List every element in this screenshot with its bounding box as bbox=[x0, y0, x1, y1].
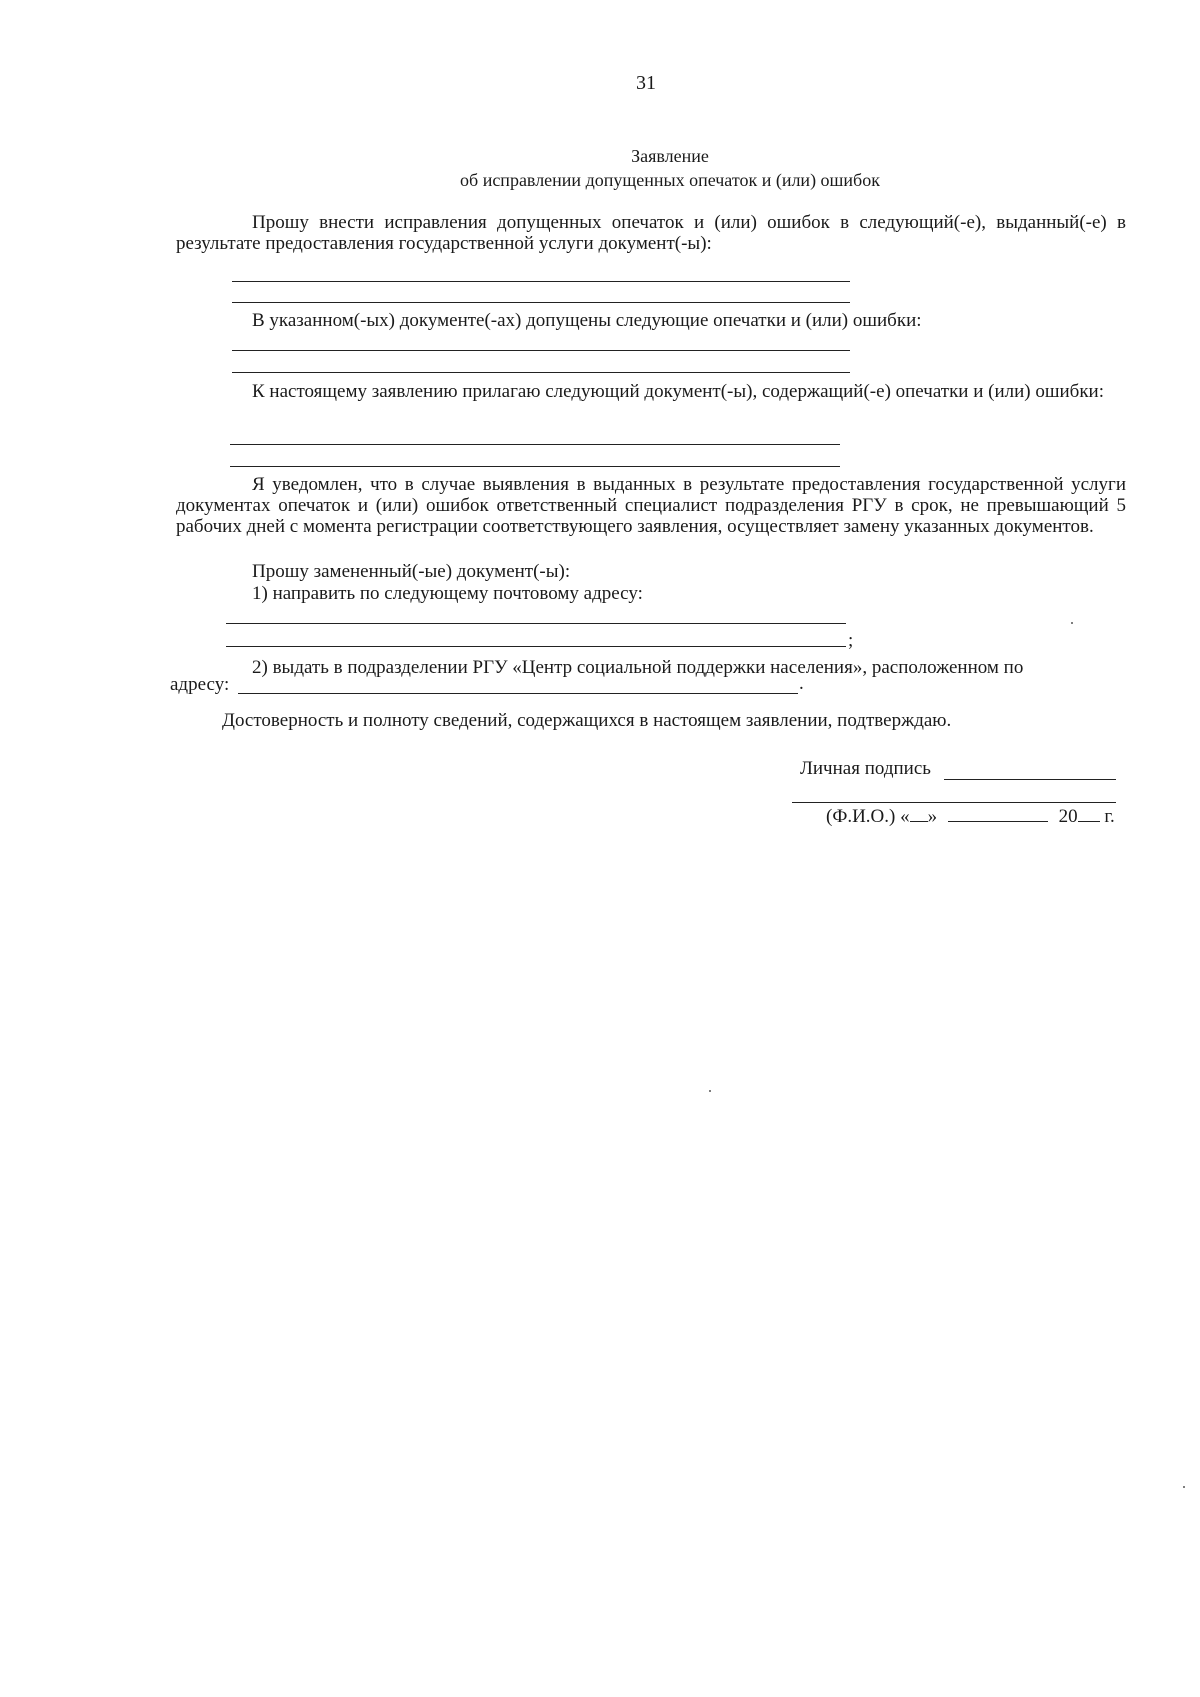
mail-address-line-2[interactable] bbox=[226, 646, 846, 647]
day-blank[interactable] bbox=[910, 807, 928, 822]
fio-line[interactable] bbox=[792, 802, 1116, 803]
notice-paragraph: Я уведомлен, что в случае выявления в выданных в результате предоставления государственной услуги документах опечаток и (или) ошибок ответственный специалист подразделения РГУ в срок, не превышающий 5 рабочих дней с момента регистрации соответствующего заявления, осуществляет замену указанных документов. bbox=[176, 474, 1126, 537]
year-prefix: 20 bbox=[1058, 806, 1078, 827]
option-pickup: 2) выдать в подразделении РГУ «Центр социальной поддержки населения», расположенном по bbox=[252, 657, 1024, 678]
pickup-address-line[interactable] bbox=[238, 693, 798, 694]
confirmation-statement: Достоверность и полноту сведений, содержащихся в настоящем заявлении, подтверждаю. bbox=[222, 710, 952, 731]
document-fill-line-1[interactable] bbox=[232, 281, 850, 282]
quote-close: » bbox=[927, 806, 938, 827]
option-mail: 1) направить по следующему почтовому адресу: bbox=[252, 583, 643, 604]
errors-fill-line-1[interactable] bbox=[232, 350, 850, 351]
mail-address-semicolon: ; bbox=[848, 630, 854, 651]
document-title: Заявление bbox=[631, 146, 709, 166]
scan-speck bbox=[1183, 1486, 1185, 1488]
year-suffix: г. bbox=[1104, 806, 1115, 827]
document-fill-line-2[interactable] bbox=[232, 302, 850, 303]
option-pickup-address-label: адресу: bbox=[170, 674, 230, 695]
year-blank[interactable] bbox=[1078, 807, 1100, 822]
fio-date-row bbox=[826, 806, 1115, 828]
page-number: 31 bbox=[636, 72, 656, 94]
attachments-paragraph: К настоящему заявлению прилагаю следующий документ(-ы), содержащий(-е) опечатки и (или) ошибки: bbox=[252, 381, 1105, 402]
attachments-fill-line-1[interactable] bbox=[230, 444, 840, 445]
month-blank[interactable] bbox=[948, 807, 1048, 822]
errors-fill-line-2[interactable] bbox=[232, 372, 850, 373]
errors-paragraph: В указанном(-ых) документе(-ах) допущены следующие опечатки и (или) ошибки: bbox=[252, 310, 922, 331]
fio-label: (Ф.И.О.) « bbox=[826, 806, 910, 827]
scan-speck bbox=[709, 1090, 711, 1092]
document-subtitle: об исправлении допущенных опечаток и (или) ошибок bbox=[460, 170, 880, 190]
mail-address-line-1[interactable] bbox=[226, 623, 846, 624]
replacement-request: Прошу замененный(-ые) документ(-ы): bbox=[252, 561, 571, 582]
signature-label: Личная подпись bbox=[800, 758, 931, 779]
scan-speck bbox=[1071, 622, 1073, 624]
request-paragraph: Прошу внести исправления допущенных опечаток и (или) ошибок в следующий(-е), выданный(-е) в результате предоставления государственной услуги документ(-ы): bbox=[176, 212, 1126, 254]
attachments-fill-line-2[interactable] bbox=[230, 466, 840, 467]
signature-line[interactable] bbox=[944, 779, 1116, 780]
pickup-address-period: . bbox=[799, 673, 804, 694]
